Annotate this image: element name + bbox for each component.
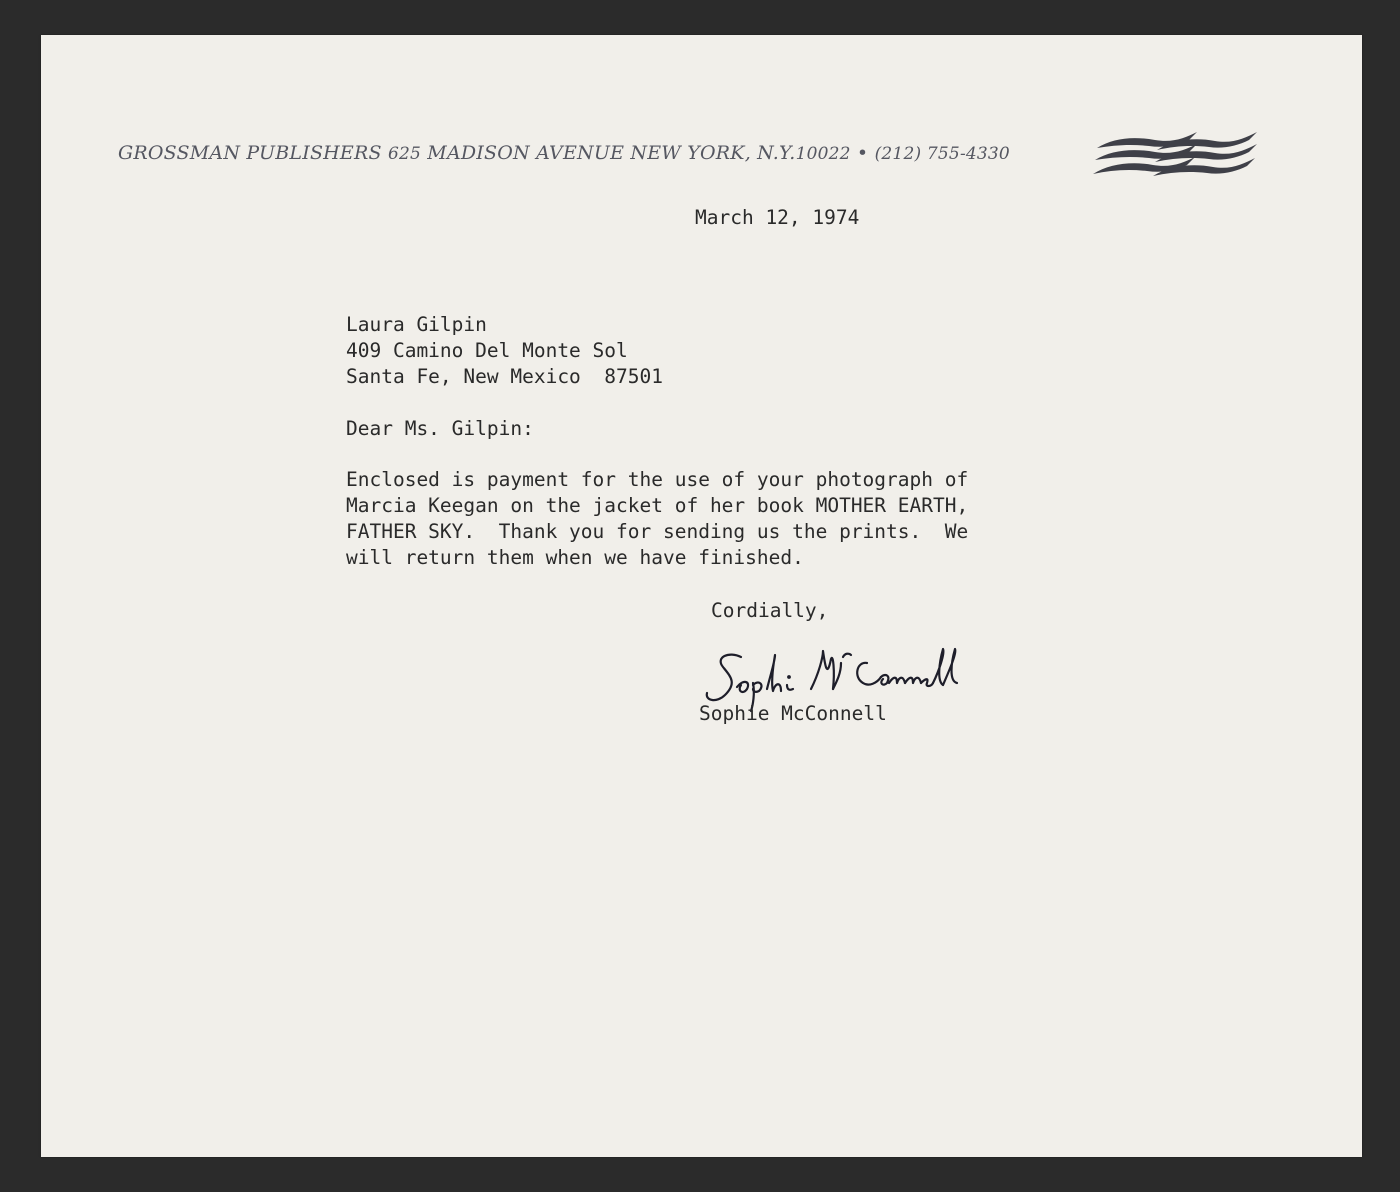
wave-logo-icon: [1093, 128, 1257, 180]
signer-name: Sophie McConnell: [699, 702, 887, 725]
company-name: GROSSMAN PUBLISHERS: [118, 142, 382, 164]
street-number: 625: [387, 144, 422, 164]
body-line: Enclosed is payment for the use of your photograph of: [346, 468, 969, 491]
city: NEW YORK, N.Y.: [630, 142, 796, 164]
separator-bullet: •: [856, 142, 869, 164]
recipient-street: 409 Camino Del Monte Sol: [346, 339, 628, 362]
phone-number: (212) 755-4330: [874, 144, 1010, 164]
street-name: MADISON AVENUE: [427, 142, 625, 164]
body-line: Marcia Keegan on the jacket of her book MOTHER EARTH,: [346, 494, 969, 517]
recipient-name: Laura Gilpin: [346, 313, 487, 336]
letter-date: March 12, 1974: [695, 206, 860, 229]
letter-body: [346, 467, 968, 571]
body-line: will return them when we have finished.: [346, 546, 804, 569]
letter-page: [41, 35, 1362, 1157]
letterhead: [118, 142, 1010, 164]
recipient-city: Santa Fe, New Mexico 87501: [346, 365, 663, 388]
paper-watermark: [321, 1055, 349, 1137]
recipient-address: [346, 312, 663, 390]
zip-code: 10022: [795, 144, 851, 164]
body-line: FATHER SKY. Thank you for sending us the prints. We: [346, 520, 969, 543]
closing: Cordially,: [711, 599, 829, 622]
salutation: Dear Ms. Gilpin:: [346, 417, 534, 440]
